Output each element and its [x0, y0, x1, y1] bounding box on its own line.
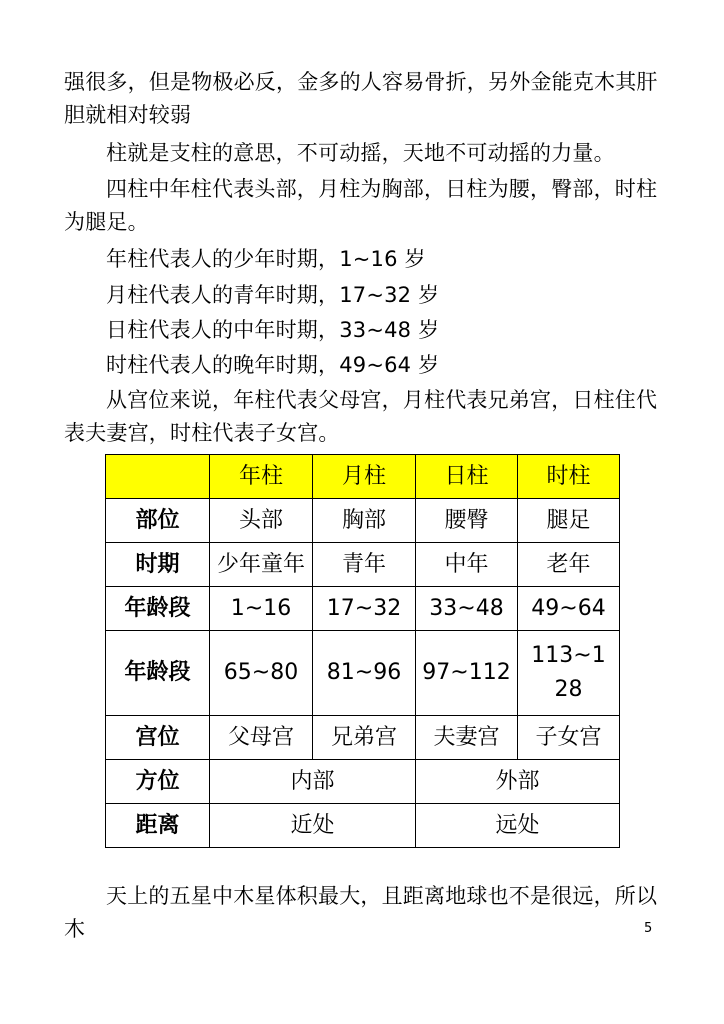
table-cell: 子女宫: [518, 716, 620, 760]
table-cell: 夫妻宫: [416, 716, 518, 760]
table-row: [106, 716, 620, 760]
table-row: [106, 587, 620, 631]
table-cell-merged: 内部: [210, 760, 416, 804]
table-cell: 青年: [313, 543, 416, 587]
row-label-distance: 距离: [106, 804, 210, 848]
header-month-pillar: 月柱: [313, 455, 416, 499]
table-cell: 父母宫: [210, 716, 313, 760]
header-hour-pillar: 时柱: [518, 455, 620, 499]
paragraph-year-pillar-age: 年柱代表人的少年时期，1~16 岁: [106, 247, 426, 271]
table-cell: 81~96: [313, 631, 416, 716]
row-label-direction: 方位: [106, 760, 210, 804]
table-cell: 兄弟宫: [313, 716, 416, 760]
table-cell-merged: 远处: [416, 804, 620, 848]
table-cell: [518, 631, 620, 716]
paragraph-month-pillar-age: 月柱代表人的青年时期，17~32 岁: [106, 283, 440, 307]
row-label-palace: 宫位: [106, 716, 210, 760]
table-cell: 1~16: [210, 587, 313, 631]
page-number: 5: [644, 921, 653, 936]
paragraph-hour-pillar-age: 时柱代表人的晚年时期，49~64 岁: [106, 353, 440, 377]
table-cell: 中年: [416, 543, 518, 587]
header-year-pillar: 年柱: [210, 455, 313, 499]
table-row: [106, 631, 620, 716]
row-label-body-part: 部位: [106, 499, 210, 543]
table-cell: 65~80: [210, 631, 313, 716]
paragraph-day-pillar-age: 日柱代表人的中年时期，33~48 岁: [106, 318, 440, 342]
table-cell-merged: 外部: [416, 760, 620, 804]
paragraph-palace-positions: 从宫位来说，年柱代表父母宫，月柱代表兄弟宫，日柱住代表夫妻宫，时柱代表子女宫。: [64, 388, 658, 445]
table-cell-merged: 近处: [210, 804, 416, 848]
header-day-pillar: 日柱: [416, 455, 518, 499]
table-cell: 97~112: [416, 631, 518, 716]
row-label-period: 时期: [106, 543, 210, 587]
table-cell: 33~48: [416, 587, 518, 631]
paragraph-metal-excess: 强很多，但是物极必反，金多的人容易骨折，另外金能克木其肝胆就相对较弱: [64, 70, 658, 127]
table-cell: 腰臀: [416, 499, 518, 543]
table-cell: 腿足: [518, 499, 620, 543]
table-row: [106, 804, 620, 848]
paragraph-jupiter: 天上的五星中木星体积最大，且距离地球也不是很远，所以木: [64, 884, 658, 941]
table-header-row: [106, 455, 620, 499]
paragraph-pillar-meaning: 柱就是支柱的意思，不可动摇，天地不可动摇的力量。: [106, 141, 615, 165]
row-label-age-range: 年龄段: [106, 587, 210, 631]
four-pillars-table: [105, 454, 620, 848]
table-cell: 17~32: [313, 587, 416, 631]
table-cell: 老年: [518, 543, 620, 587]
table-cell: 头部: [210, 499, 313, 543]
table-row: [106, 543, 620, 587]
table-row: [106, 499, 620, 543]
table-cell: 少年童年: [210, 543, 313, 587]
paragraph-pillar-body-parts: 四柱中年柱代表头部，月柱为胸部，日柱为腰，臀部，时柱为腿足。: [64, 177, 658, 234]
table-header-corner: [106, 455, 210, 499]
table-row: [106, 760, 620, 804]
wrapped-cell-text: 113~128: [531, 643, 606, 702]
table-cell: 49~64: [518, 587, 620, 631]
table-cell: 胸部: [313, 499, 416, 543]
row-label-age-range-second: 年龄段: [106, 631, 210, 716]
